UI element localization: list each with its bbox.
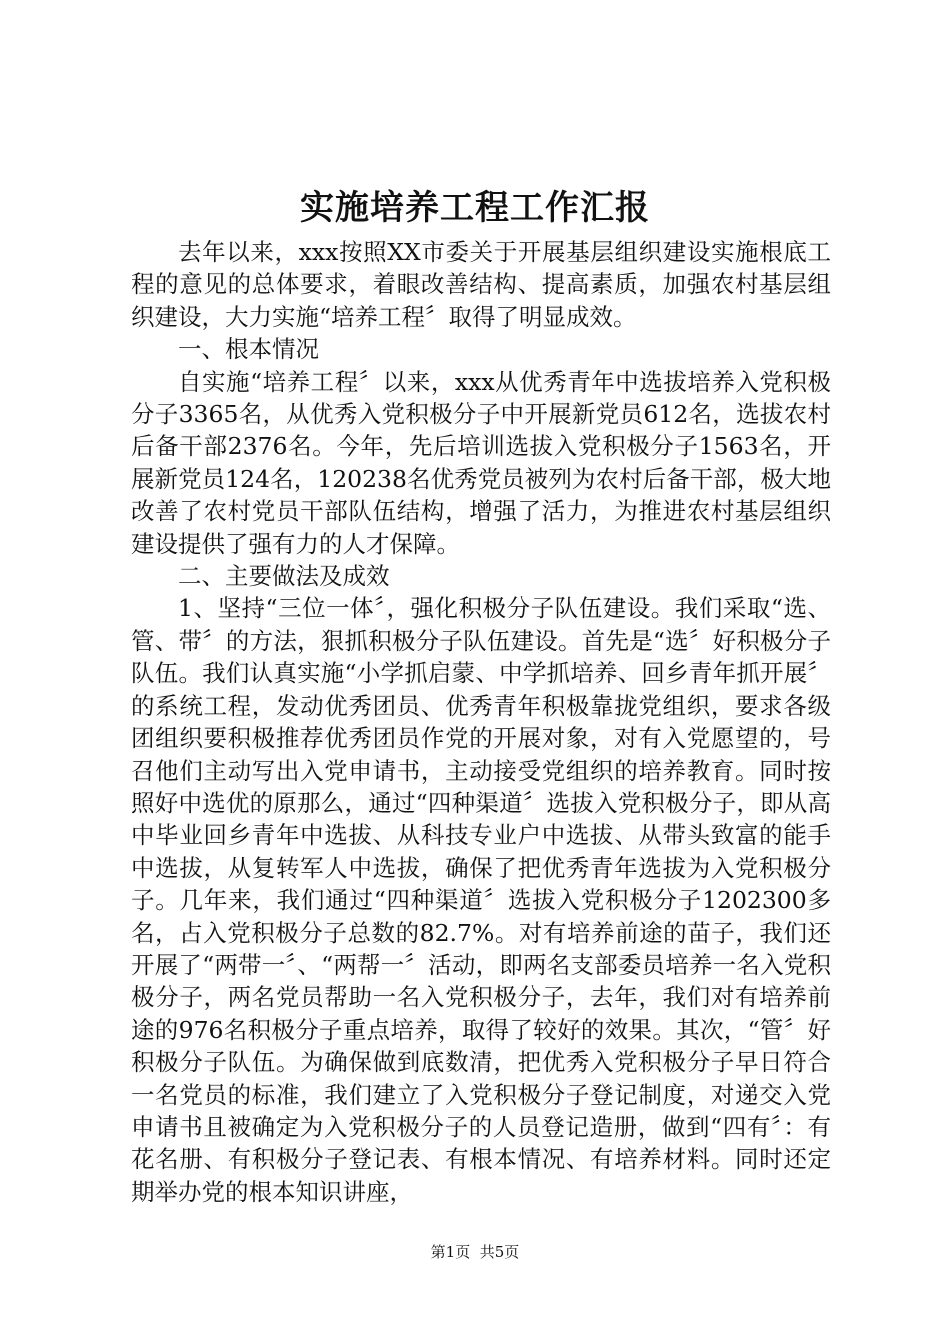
paragraph-intro: 去年以来，xxx按照XX市委关于开展基层组织建设实施根底工程的意见的总体要求，着眼改善结构、提高素质，加强农村基层组织建设，大力实施“培养工程〞取得了明显成效。 [131,238,831,331]
document-body [131,236,831,1208]
paragraph-basic-situation: 自实施“培养工程〞以来，xxx从优秀青年中选拔培养入党积极分子3365名，从优秀入党积极分子中开展新党员612名，选拔农村后备干部2376名。今年，先后培训选拔入党积极分子1563名，开展新党员124名，120238名优秀党员被列为农村后备干部，极大地改善了农村党员干部队伍结构，增强了活力，为推进农村基层组织建设提供了强有力的人才保障。 [131,367,831,558]
paragraph-main-practices: 1、坚持“三位一体〞，强化积极分子队伍建设。我们采取“选、管、带〞的方法，狠抓积极分子队伍建设。首先是“选〞好积极分子队伍。我们认真实施“小学抓启蒙、中学抓培养、回乡青年抓开展〞的系统工程，发动优秀团员、优秀青年积极靠拢党组织，要求各级团组织要积极推荐优秀团员作党的开展对象，对有入党愿望的，号召他们主动写出入党申请书，主动接受党组织的培养教育。同时按照好中选优的原那么，通过“四种渠道〞选拔入党积极分子，即从高中毕业回乡青年中选拔、从科技专业户中选拔、从带头致富的能手中选拔，从复转军人中选拔，确保了把优秀青年选拔为入党积极分子。几年来，我们通过“四种渠道〞选拔入党积极分子1202300多名，占入党积极分子总数的82.7%。对有培养前途的苗子，我们还开展了“两带一〞、“两帮一〞活动，即两名支部委员培养一名入党积极分子，两名党员帮助一名入党积极分子，去年，我们对有培养前途的976名积极分子重点培养，取得了较好的效果。其次，“管〞好积极分子队伍。为确保做到底数清，把优秀入党积极分子早日符合一名党员的标准，我们建立了入党积极分子登记制度，对递交入党申请书且被确定为入党积极分子的人员登记造册，做到“四有〞：有花名册、有积极分子登记表、有根本情况、有培养材料。同时还定期举办党的根本知识讲座， [131,594,831,1206]
document-title: 实施培养工程工作汇报 [300,188,650,228]
page-number: 第1页 [430,1243,471,1261]
section-heading-main-practices: 二、主要做法及成效 [178,562,390,591]
page-footer [0,1240,950,1264]
page-total: 共5页 [479,1243,520,1261]
section-heading-basic-situation: 一、根本情况 [178,335,319,364]
